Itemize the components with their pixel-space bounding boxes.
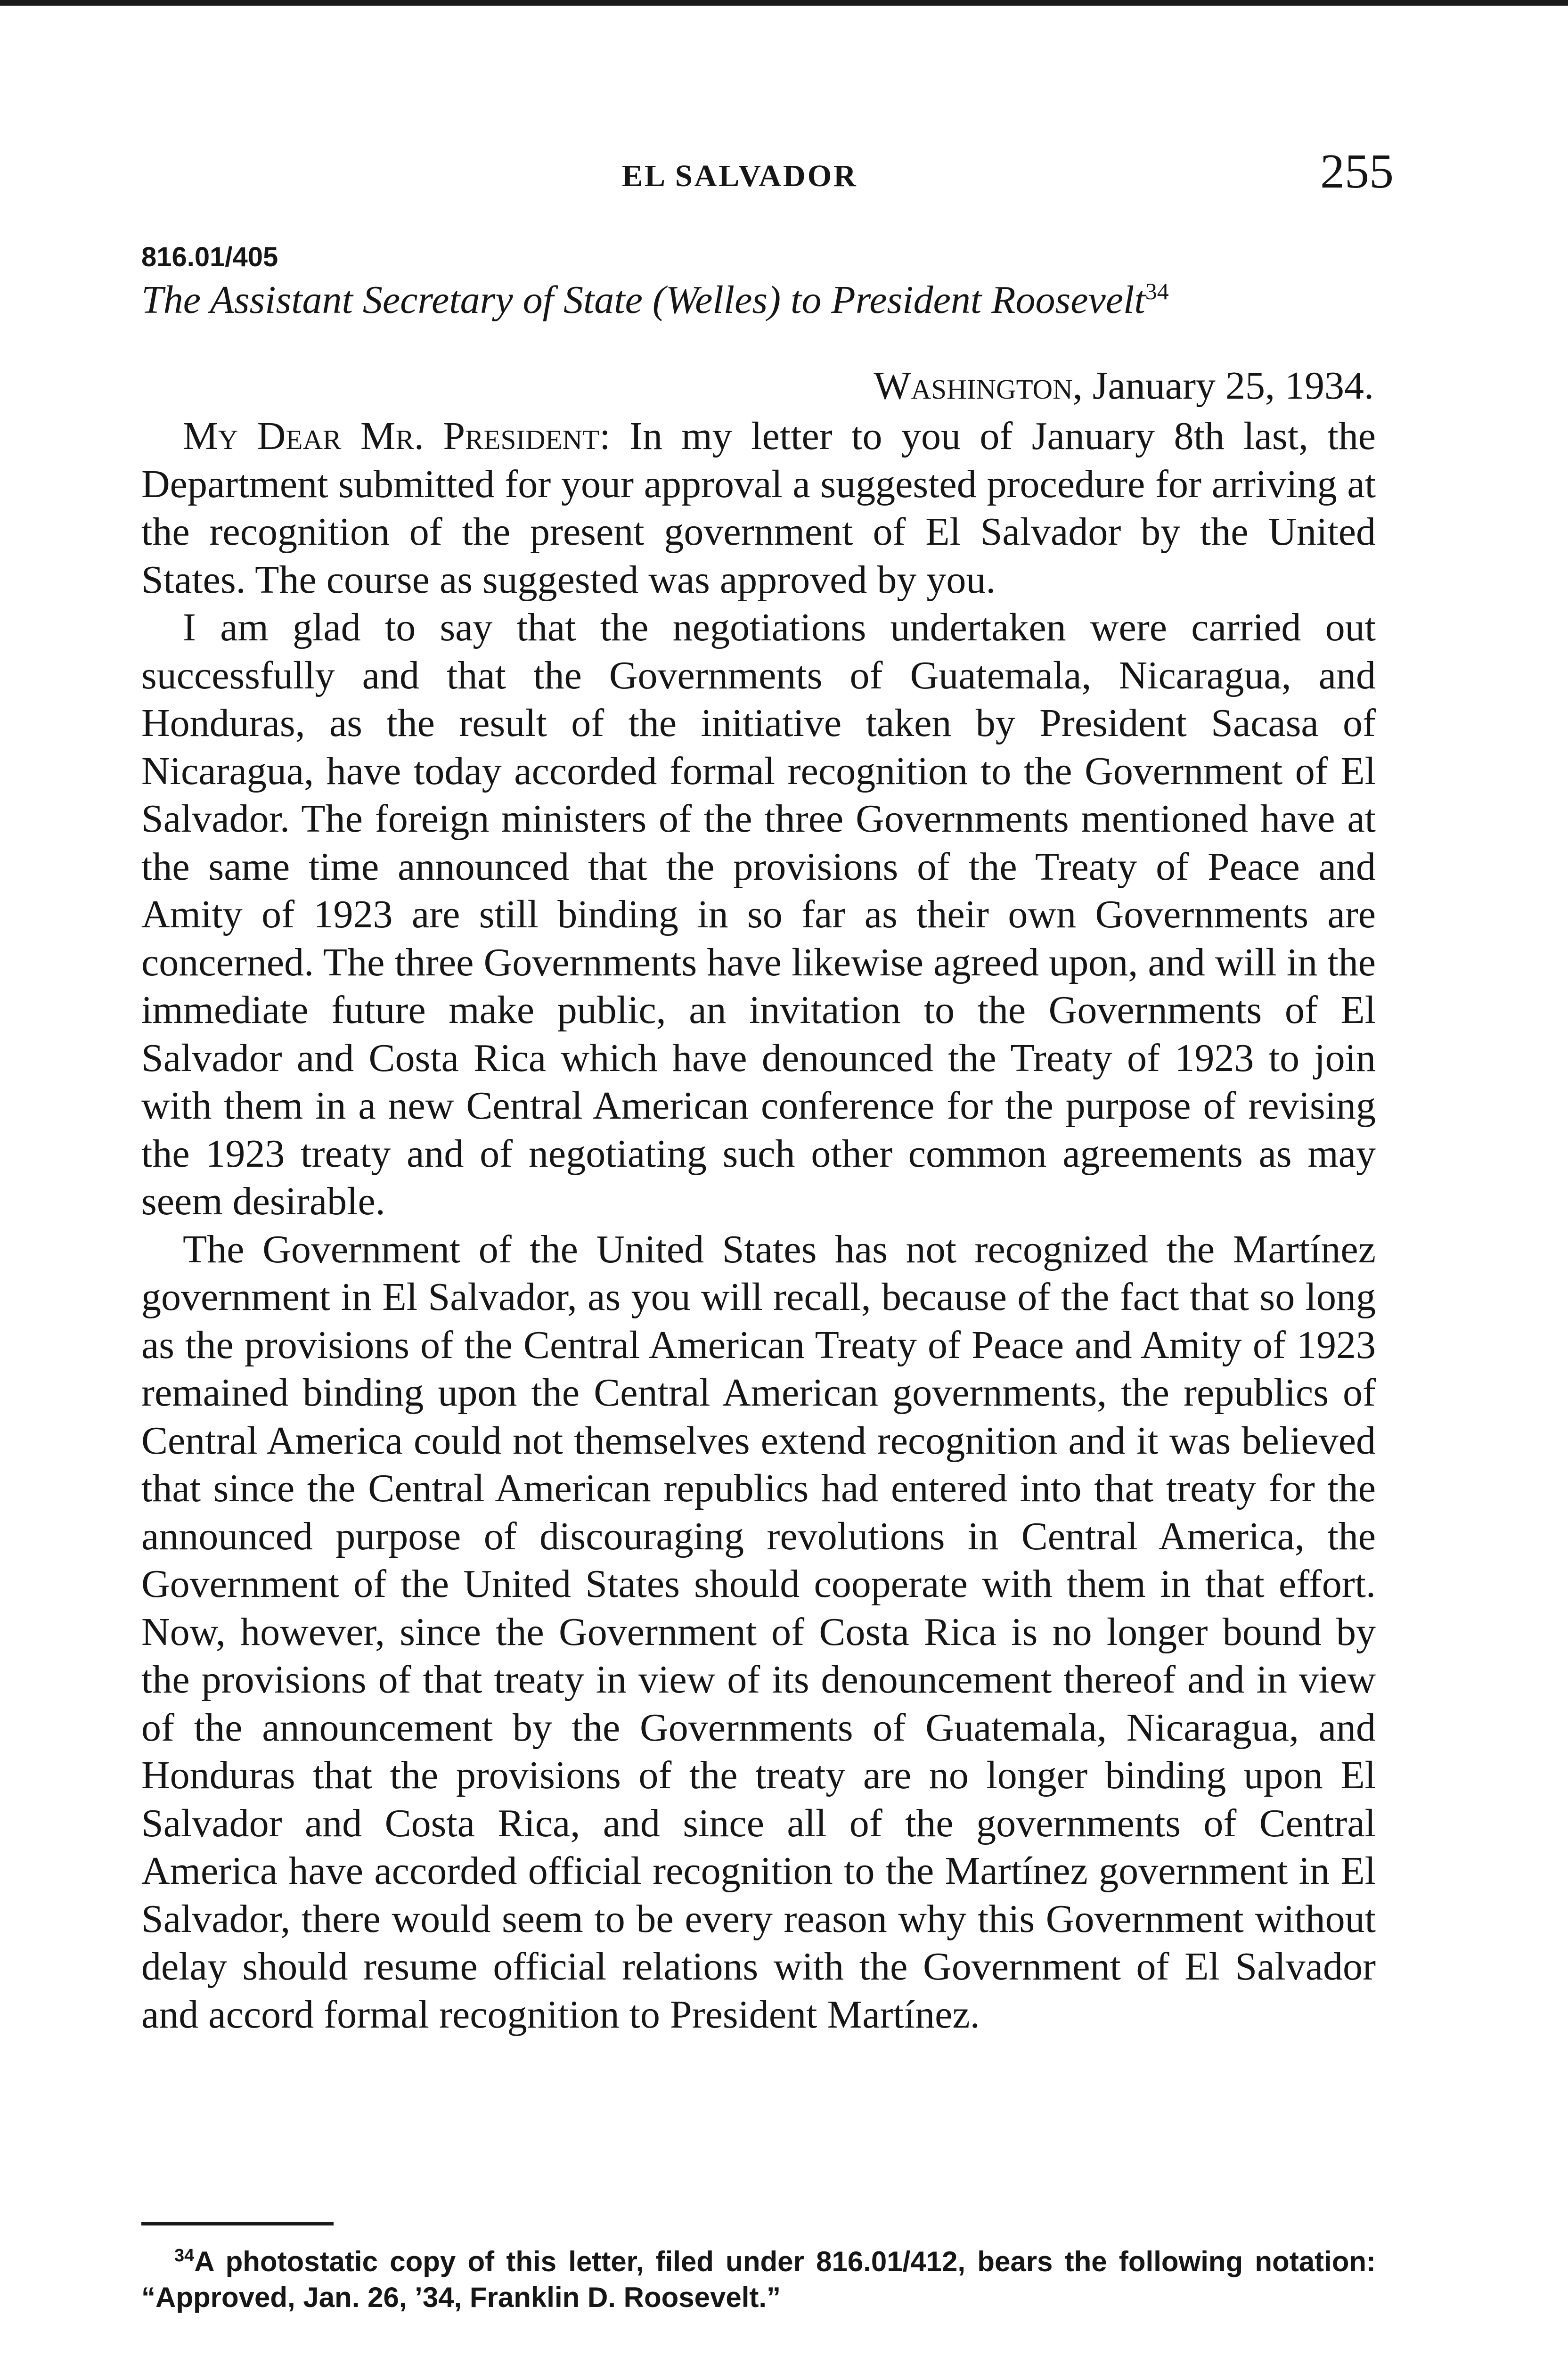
paragraph-2: I am glad to say that the negotiations undertaken were carried out successfully and that the Governments of Guatemala, Nicaragua, and Honduras, as the result of the initiative taken by President Sacasa of Nicaragua, have today accorded formal recognition to the Government of El Salvador. The foreign ministers of the three Governments mentioned have at the same time announced that the provisions of the Treaty of Peace and Amity of 1923 are still binding in so far as their own Governments are concerned. The three Governments have likewise agreed upon, and will in the immediate future make public, an invitation to the Governments of El Salvador and Costa Rica which have denounced the Treaty of 1923 to join with them in a new Central American conference for the purpose of revising the 1923 treaty and of negotiating such other common agreements as may seem desirable. [141, 605, 1376, 1223]
document-title-text: The Assistant Secretary of State (Welles) to President Roosevelt [141, 278, 1145, 322]
dateline-place: Washington [874, 364, 1073, 408]
footnote-rule [141, 2222, 334, 2225]
page-number: 255 [1320, 144, 1394, 198]
file-number: 816.01/405 [141, 242, 278, 272]
footnote [141, 2244, 1376, 2315]
footnote-mark: 34 [174, 2246, 195, 2266]
paragraph-1-text: : In my letter to you of January 8th last, the Department submitted for your approval a suggested procedure for arriving at the recognition of the present government of El Salvador by the United States. The course as suggested was approved by you. [141, 414, 1376, 602]
dateline-date: , January 25, 1934. [1072, 364, 1374, 408]
top-rule [0, 0, 1568, 6]
running-head: EL SALVADOR [622, 159, 858, 193]
paragraph-1 [141, 412, 1376, 604]
title-footnote-mark: 34 [1145, 278, 1169, 304]
document-title [141, 277, 1395, 323]
paragraph-3: The Government of the United States has not recognized the Martínez government in El Salvador, as you will recall, because of the fact that so long as the provisions of the Central American Treaty of Peace and Amity of 1923 remained binding upon the Central American governments, the republics of Central America could not themselves extend recognition and it was believed that since the Central American republics had entered into that treaty for the announced purpose of discouraging revolutions in Central America, the Government of the United States should cooperate with them in that effort. Now, however, since the Government of Costa Rica is no longer bound by the provisions of that treaty in view of its denouncement thereof and in view of the announcement by the Governments of Guatemala, Nicaragua, and Honduras that the provisions of the treaty are no longer binding upon El Salvador and Costa Rica, and since all of the governments of Central America have accorded official recognition to the Martínez government in El Salvador, there would seem to be every reason why this Government without delay should resume official relations with the Government of El Salvador and accord formal recognition to President Martínez. [141, 1227, 1376, 2037]
letter-body [141, 412, 1376, 2038]
footnote-text: A photostatic copy of this letter, filed under 816.01/412, bears the following notation: “Approved, Jan. 26, ’34, Franklin D. Roosevelt.” [141, 2246, 1376, 2313]
dateline [874, 363, 1374, 409]
salutation: My Dear Mr. President [183, 414, 600, 458]
